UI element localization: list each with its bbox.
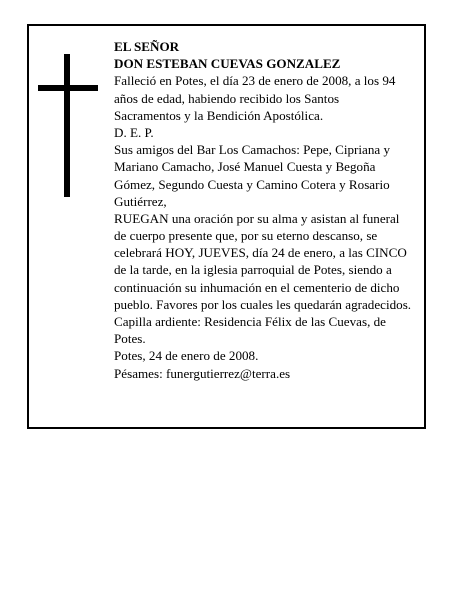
- body-line: pueblo. Favores por los cuales les quedarán agradecidos.: [114, 296, 412, 312]
- body-line: Capilla ardiente: Residencia Félix de las Cuevas, de: [114, 314, 386, 329]
- deceased-name-line: DON ESTEBAN CUEVAS GONZALEZ: [114, 56, 341, 72]
- body-line: celebrará HOY, JUEVES, día 24 de enero, a las CINCO: [114, 245, 407, 261]
- body-line: D. E. P.: [114, 124, 154, 140]
- body-line: de cuerpo presente que, por su eterno descanso, se: [114, 228, 378, 244]
- body-line: Pésames: funergutierrez@terra.es: [114, 365, 291, 381]
- body-line: Mariano Camacho, José Manuel Cuesta y Begoña: [114, 159, 376, 175]
- body-line: años de edad, habiendo recibido los Santos: [114, 90, 340, 106]
- deceased-title-line: EL SEÑOR: [114, 39, 180, 54]
- body-line: Potes, 24 de enero de 2008.: [114, 348, 259, 364]
- cross-vertical-bar: [64, 54, 70, 197]
- body-line: Falleció en Potes, el día 23 de enero de 2008, a los 94: [114, 73, 396, 89]
- body-line: Gutiérrez,: [114, 193, 167, 209]
- body-line: RUEGAN una oración por su alma y asistan al funeral: [114, 210, 400, 226]
- latin-cross-icon: [38, 54, 98, 197]
- body-line: Potes.: [114, 331, 146, 347]
- body-line: continuación su inhumación en el cementerio de dicho: [114, 279, 400, 295]
- body-line: de la tarde, en la iglesia parroquial de Potes, siendo a: [114, 262, 392, 278]
- cross-horizontal-bar: [38, 85, 98, 91]
- obituary-text: [114, 38, 426, 382]
- body-line: Sacramentos y la Bendición Apostólica.: [114, 107, 324, 123]
- body-line: Sus amigos del Bar Los Camachos: Pepe, Cipriana y: [114, 142, 391, 158]
- body-line: Gómez, Segundo Cuesta y Camino Cotera y Rosario: [114, 176, 390, 192]
